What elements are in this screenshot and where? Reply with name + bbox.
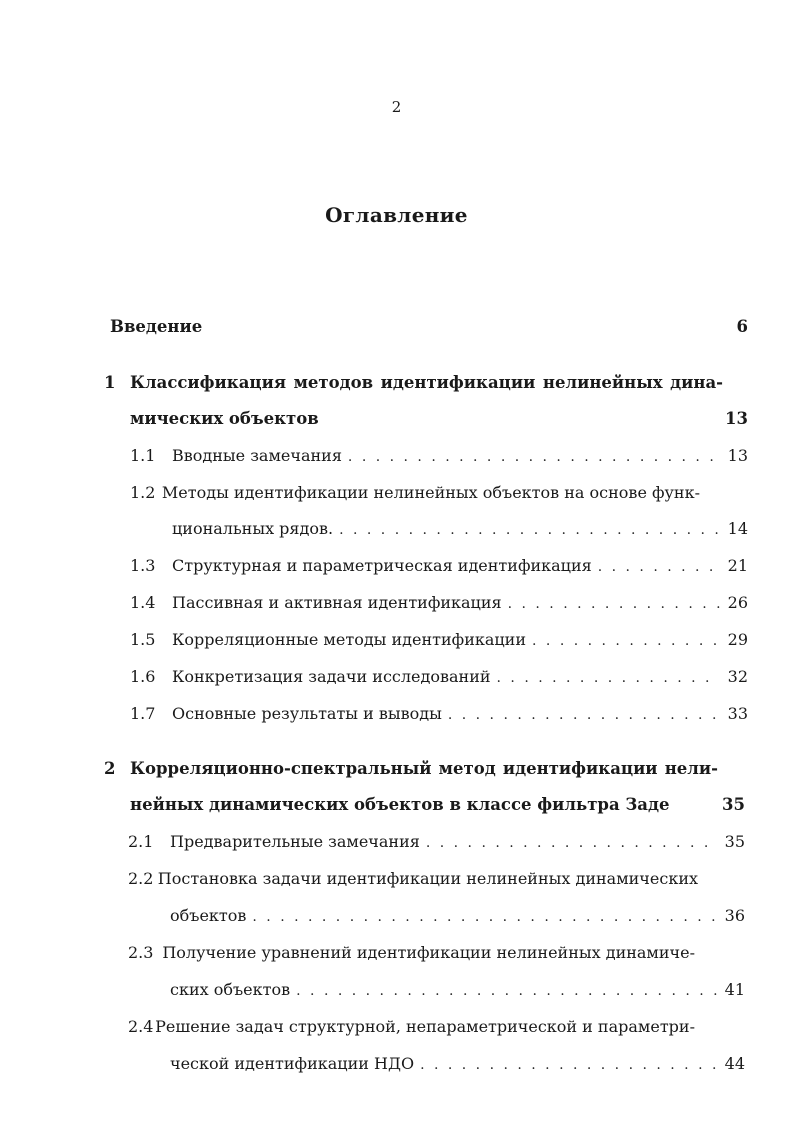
toc-section-title: Структурная и параметрическая идентификация bbox=[172, 556, 592, 575]
toc-section-number: 1.3 bbox=[130, 556, 156, 575]
toc-entry-page: 13 bbox=[725, 409, 748, 428]
dot-leader bbox=[598, 555, 720, 579]
toc-entry-page: 13 bbox=[727, 446, 748, 465]
toc-section-number: 1.4 bbox=[130, 593, 156, 612]
toc-chapter-title: Классификация методов идентификации нелинейных дина- bbox=[130, 373, 723, 392]
toc-section-2-2-line2[interactable] bbox=[170, 904, 745, 928]
toc-section-2-1[interactable] bbox=[128, 830, 745, 854]
toc-section-title: Решение задач структурной, непараметрической и параметри- bbox=[155, 1017, 695, 1036]
toc-section-1-7[interactable] bbox=[130, 702, 748, 726]
toc-section-1-3[interactable] bbox=[130, 554, 748, 578]
toc-section-number: 1.7 bbox=[130, 704, 156, 723]
toc-chapter-2-line1[interactable] bbox=[104, 757, 718, 781]
toc-section-number: 1.6 bbox=[130, 667, 156, 686]
dot-leader bbox=[497, 666, 720, 690]
dot-leader bbox=[508, 592, 720, 616]
toc-entry-page: 26 bbox=[727, 593, 748, 612]
toc-section-number: 2.2 bbox=[128, 869, 154, 888]
toc-entry-page: 35 bbox=[722, 795, 745, 814]
toc-section-title-cont: ских объектов bbox=[170, 980, 291, 999]
toc-section-title: Получение уравнений идентификации нелинейных динамиче- bbox=[162, 943, 695, 962]
toc-chapter-number: 2 bbox=[104, 759, 116, 778]
toc-section-title: Конкретизация задачи исследований bbox=[172, 667, 491, 686]
toc-entry-text: Введение bbox=[110, 317, 203, 336]
dot-leader bbox=[339, 518, 720, 542]
toc-section-title-cont: объектов bbox=[170, 906, 247, 925]
dot-leader bbox=[448, 703, 720, 727]
toc-section-number: 2.1 bbox=[128, 832, 154, 851]
toc-section-number: 1.1 bbox=[130, 446, 156, 465]
toc-section-1-5[interactable] bbox=[130, 628, 748, 652]
toc-title: Оглавление bbox=[325, 203, 468, 227]
toc-section-2-4-line2[interactable] bbox=[170, 1052, 745, 1076]
toc-chapter-2-line2[interactable] bbox=[130, 793, 745, 817]
dot-leader bbox=[252, 905, 717, 929]
dot-leader bbox=[532, 629, 720, 653]
dot-leader bbox=[348, 445, 720, 469]
toc-section-2-2-line1[interactable] bbox=[128, 867, 698, 891]
toc-entry-page: 32 bbox=[727, 667, 748, 686]
toc-entry-page: 41 bbox=[724, 980, 745, 999]
toc-section-number: 2.3 bbox=[128, 943, 154, 962]
toc-section-1-1[interactable] bbox=[130, 444, 748, 468]
toc-entry-page: 14 bbox=[727, 519, 748, 538]
toc-entry-page: 6 bbox=[736, 317, 748, 336]
toc-section-title-cont: циональных рядов. bbox=[172, 519, 334, 538]
toc-section-title: Методы идентификации нелинейных объектов на основе функ- bbox=[161, 483, 700, 502]
toc-section-title: Предварительные замечания bbox=[170, 832, 420, 851]
toc-chapter-1-line1[interactable] bbox=[104, 371, 723, 395]
toc-chapter-title-cont: нейных динамических объектов в классе фильтра Заде bbox=[130, 795, 670, 814]
toc-entry-page: 35 bbox=[724, 832, 745, 851]
toc-entry-intro[interactable] bbox=[110, 315, 748, 339]
toc-section-number: 2.4 bbox=[128, 1017, 154, 1036]
dot-leader bbox=[420, 1053, 717, 1077]
toc-entry-page: 21 bbox=[727, 556, 748, 575]
toc-entry-page: 29 bbox=[727, 630, 748, 649]
toc-section-2-4-line1[interactable] bbox=[128, 1015, 695, 1039]
toc-section-1-6[interactable] bbox=[130, 665, 748, 689]
toc-section-2-3-line1[interactable] bbox=[128, 941, 695, 965]
toc-entry-page: 44 bbox=[724, 1054, 745, 1073]
dot-leader bbox=[296, 979, 717, 1003]
toc-section-1-2-line1[interactable] bbox=[130, 481, 700, 505]
toc-section-1-2-line2[interactable] bbox=[172, 517, 748, 541]
toc-section-1-4[interactable] bbox=[130, 591, 748, 615]
toc-section-title-cont: ческой идентификации НДО bbox=[170, 1054, 415, 1073]
toc-section-number: 1.5 bbox=[130, 630, 156, 649]
toc-chapter-number: 1 bbox=[104, 373, 116, 392]
toc-section-title: Постановка задачи идентификации нелинейных динамических bbox=[157, 869, 698, 888]
toc-section-title: Основные результаты и выводы bbox=[172, 704, 442, 723]
toc-section-2-3-line2[interactable] bbox=[170, 978, 745, 1002]
toc-chapter-1-line2[interactable] bbox=[130, 407, 748, 431]
toc-chapter-title: Корреляционно-спектральный метод идентификации нели- bbox=[130, 759, 718, 778]
toc-entry-page: 33 bbox=[727, 704, 748, 723]
page-number: 2 bbox=[391, 98, 402, 116]
toc-section-title: Вводные замечания bbox=[172, 446, 342, 465]
toc-entry-page: 36 bbox=[724, 906, 745, 925]
toc-section-title: Корреляционные методы идентификации bbox=[172, 630, 527, 649]
toc-section-title: Пассивная и активная идентификация bbox=[172, 593, 502, 612]
toc-section-number: 1.2 bbox=[130, 483, 156, 502]
dot-leader bbox=[426, 831, 717, 855]
toc-chapter-title-cont: мических объектов bbox=[130, 409, 319, 428]
